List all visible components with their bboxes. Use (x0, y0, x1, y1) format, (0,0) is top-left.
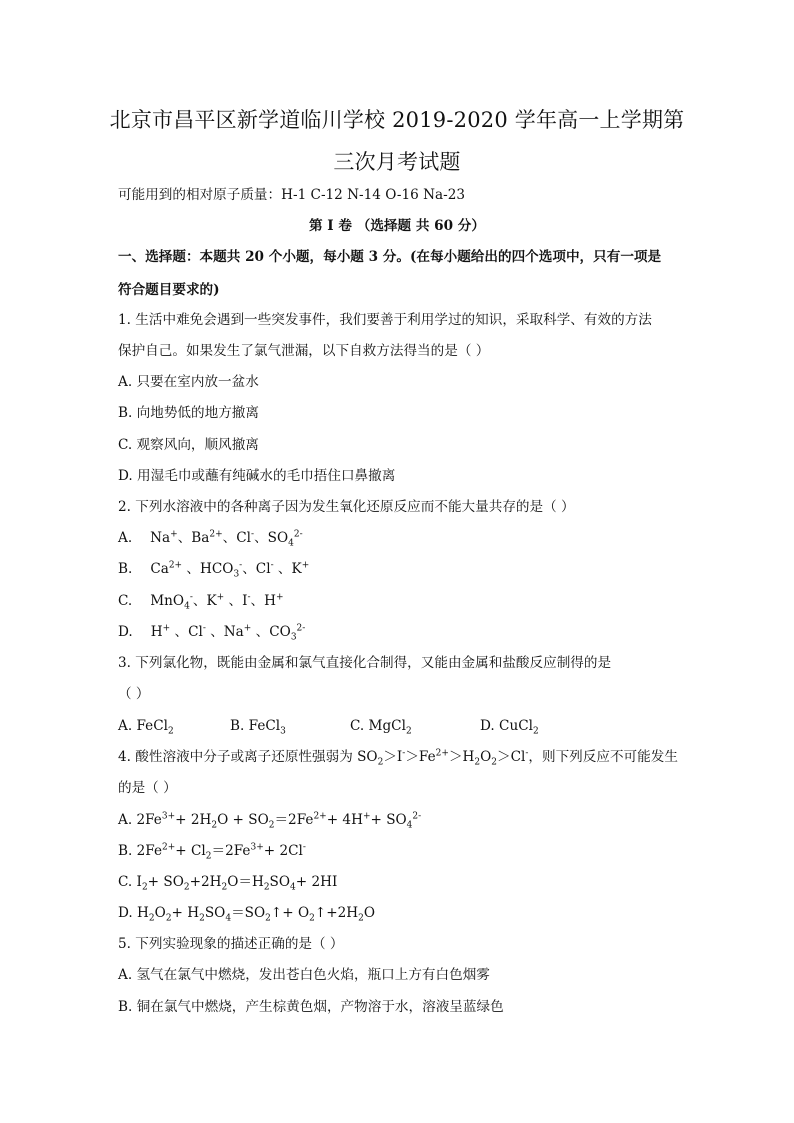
formula-subscript: 2 (405, 726, 412, 737)
ion-charge: + (275, 592, 284, 603)
formula-subscript: 2 (148, 913, 155, 924)
option-text: D. CuCl (480, 718, 533, 734)
q3-option-a (118, 717, 174, 735)
ion-charge: - (302, 842, 306, 853)
equation-text: O (363, 905, 376, 921)
stem-text: ＞Cl (497, 749, 526, 765)
q2-option-a (118, 529, 303, 547)
option-text: A. FeCl (118, 718, 168, 734)
q1-option-b: B. 向地势低的地方撤离 (118, 405, 259, 421)
q1-option-a: A. 只要在室内放一盆水 (118, 374, 259, 390)
ion-charge: 2+ (162, 842, 176, 853)
ion-charge: + (301, 560, 310, 571)
ion-charge: 2+ (168, 560, 183, 571)
formula-subscript: 2 (205, 851, 212, 862)
equation-text: ↑+2H (314, 905, 359, 921)
q3-option-d (480, 717, 539, 735)
ion-subscript: 4 (288, 538, 294, 549)
formula-subscript: 2 (309, 913, 315, 924)
q4-option-b (118, 842, 306, 860)
ion-charge: - (239, 560, 243, 571)
ion-text: 、Cl (242, 561, 271, 577)
ion-charge: + (362, 811, 371, 822)
q2-option-d-label: D. (118, 624, 133, 640)
ion-charge: + (170, 529, 178, 540)
equation-text: + H (171, 905, 200, 921)
formula-subscript: 2 (165, 913, 172, 924)
equation-text: A. 2Fe (118, 812, 162, 828)
q4-option-d (118, 904, 375, 922)
formula-subscript: 2 (141, 882, 148, 893)
equation-text: D. H (118, 905, 149, 921)
equation-text: O + SO (217, 812, 269, 828)
ion-text: 、SO (254, 530, 289, 546)
ion-charge: - (251, 529, 255, 540)
q2-option-b (118, 560, 309, 578)
q3-option-b (230, 717, 286, 735)
q1-stem-line-1: 1. 生活中难免会遇到一些突发事件，我们要善于利用学过的知识，采取科学、有效的方法 (118, 312, 652, 328)
formula-subscript: 2 (263, 882, 270, 893)
ion-text: 、Na (205, 624, 244, 640)
equation-text: + 4H (326, 812, 363, 828)
equation-text: C. I (118, 874, 142, 890)
formula-subscript: 2 (377, 757, 384, 768)
formula-subscript: 2 (358, 913, 364, 924)
formula-subscript: 2 (265, 913, 271, 924)
stem-text: 4. 酸性溶液中分子或离子还原性强弱为 SO (118, 749, 378, 765)
ion-charge: 2+ (435, 748, 449, 759)
equation-text: B. 2Fe (118, 843, 163, 859)
formula-subscript: 3 (280, 726, 286, 737)
equation-text: + 2Cl (263, 843, 303, 859)
equation-text: + 2H (175, 812, 212, 828)
ion-text: 、Ba (177, 530, 210, 546)
equation-text: SO (269, 874, 291, 890)
ion-charge: 2- (296, 623, 306, 634)
equation-text: ＝2Fe (211, 843, 251, 859)
ion-charge: - (189, 592, 193, 603)
q3-option-c (350, 717, 412, 735)
ion-subscript: 3 (290, 632, 297, 643)
q1-option-d: D. 用湿毛巾或蘸有纯碱水的毛巾捂住口鼻撤离 (118, 468, 396, 484)
q3-stem-line-2: （ ） (118, 686, 150, 702)
option-text: C. MgCl (350, 718, 406, 734)
ion-text: MnO (150, 593, 185, 609)
q1-option-c: C. 观察风向，顺风撤离 (118, 437, 259, 453)
stem-text: ，则下列反应不可能发生 (528, 749, 678, 765)
formula-subscript: 4 (406, 820, 413, 831)
ion-charge: 3+ (250, 842, 264, 853)
q2-option-c-label: C. (118, 593, 133, 609)
section-heading: 第 I 卷 （选择题 共 60 分） (308, 218, 485, 234)
equation-text: +2H (189, 874, 222, 890)
formula-subscript: 2 (199, 913, 205, 924)
stem-text: O (480, 749, 492, 765)
q2-option-a-label: A. (118, 530, 133, 546)
instruction-line-1: 一、选择题：本题共 20 个小题，每小题 3 分。(在每小题给出的四个选项中，只有一项是 (118, 249, 662, 265)
formula-subscript: 4 (225, 913, 232, 924)
ion-charge: 2+ (209, 529, 223, 540)
q2-stem: 2. 下列水溶液中的各种离子因为发生氧化还原反应而不能大量共存的是（ ） (118, 499, 575, 515)
equation-text: O＝H (227, 874, 264, 890)
formula-subscript: 4 (290, 882, 296, 893)
ion-charge: 2- (293, 529, 303, 540)
q4-option-a (118, 811, 421, 829)
q2-option-c (118, 592, 284, 610)
ion-charge: 2+ (313, 811, 327, 822)
formula-subscript: 2 (532, 726, 539, 737)
ion-text: 、K (192, 593, 217, 609)
exam-title-line-1: 北京市昌平区新学道临川学校 2019-2020 学年高一上学期第 (109, 108, 685, 132)
ion-charge: - (270, 560, 274, 571)
equation-text: ＝SO (231, 905, 266, 921)
formula-subscript: 2 (211, 820, 218, 831)
q4-option-c (118, 873, 337, 891)
ion-charge: - (402, 748, 406, 759)
equation-text: + SO (147, 874, 184, 890)
ion-charge: 2- (412, 811, 422, 822)
stem-text: ＞H (448, 749, 475, 765)
atomic-mass-note: 可能用到的相对原子质量：H-1 C-12 N-14 O-16 Na-23 (118, 187, 466, 203)
ion-subscript: 3 (233, 569, 240, 580)
formula-subscript: 2 (474, 757, 481, 768)
formula-subscript: 2 (183, 882, 190, 893)
ion-text: 、I (224, 593, 248, 609)
formula-subscript: 2 (491, 757, 498, 768)
stem-text: ＞Fe (405, 749, 436, 765)
ion-text: 、Cl (222, 530, 252, 546)
equation-text: O (154, 905, 166, 921)
q4-stem-line-2: 的是（ ） (118, 780, 177, 796)
ion-text: 、HCO (182, 561, 234, 577)
ion-charge: 3+ (161, 811, 176, 822)
q1-stem-line-2: 保护自己。如果发生了氯气泄漏，以下自救方法得当的是（ ） (118, 343, 490, 359)
ion-text: Ca (150, 561, 169, 577)
formula-subscript: 2 (221, 882, 228, 893)
instruction-line-2: 符合题目要求的) (118, 282, 220, 298)
q3-stem-line-1: 3. 下列氯化物，既能由金属和氯气直接化合制得，又能由金属和盐酸反应制得的是 (118, 655, 612, 671)
q5-option-b: B. 铜在氯气中燃烧，产生棕黄色烟，产物溶于水，溶液呈蓝绿色 (118, 999, 504, 1015)
exam-title-line-2: 三次月考试题 (333, 150, 461, 174)
equation-text: + Cl (175, 843, 206, 859)
ion-charge: - (202, 623, 206, 634)
q2-option-b-label: B. (118, 561, 133, 577)
ion-text: 、Cl (170, 624, 203, 640)
q5-option-a: A. 氢气在氯气中燃烧，发出苍白色火焰，瓶口上方有白色烟雾 (118, 967, 490, 983)
option-text: B. FeCl (230, 718, 281, 734)
equation-text: SO (204, 905, 226, 921)
ion-subscript: 4 (184, 601, 190, 612)
formula-subscript: 2 (167, 726, 174, 737)
ion-text: H (150, 624, 163, 640)
ion-charge: + (216, 592, 225, 603)
ion-text: 、H (250, 593, 276, 609)
ion-charge: + (162, 623, 171, 634)
ion-charge: + (243, 623, 252, 634)
ion-charge: - (247, 592, 251, 603)
equation-text: ＝2Fe (274, 812, 314, 828)
q4-stem-line-1 (118, 748, 678, 766)
ion-text: 、K (273, 561, 302, 577)
q5-stem: 5. 下列实验现象的描述正确的是（ ） (118, 936, 344, 952)
equation-text: + SO (370, 812, 407, 828)
formula-subscript: 2 (268, 820, 275, 831)
ion-charge: - (525, 748, 529, 759)
ion-text: Na (150, 530, 171, 546)
ion-text: 、CO (251, 624, 291, 640)
stem-text: ＞I (383, 749, 403, 765)
equation-text: ↑+ O (270, 905, 310, 921)
q2-option-d (118, 623, 305, 641)
equation-text: + 2HI (295, 874, 338, 890)
